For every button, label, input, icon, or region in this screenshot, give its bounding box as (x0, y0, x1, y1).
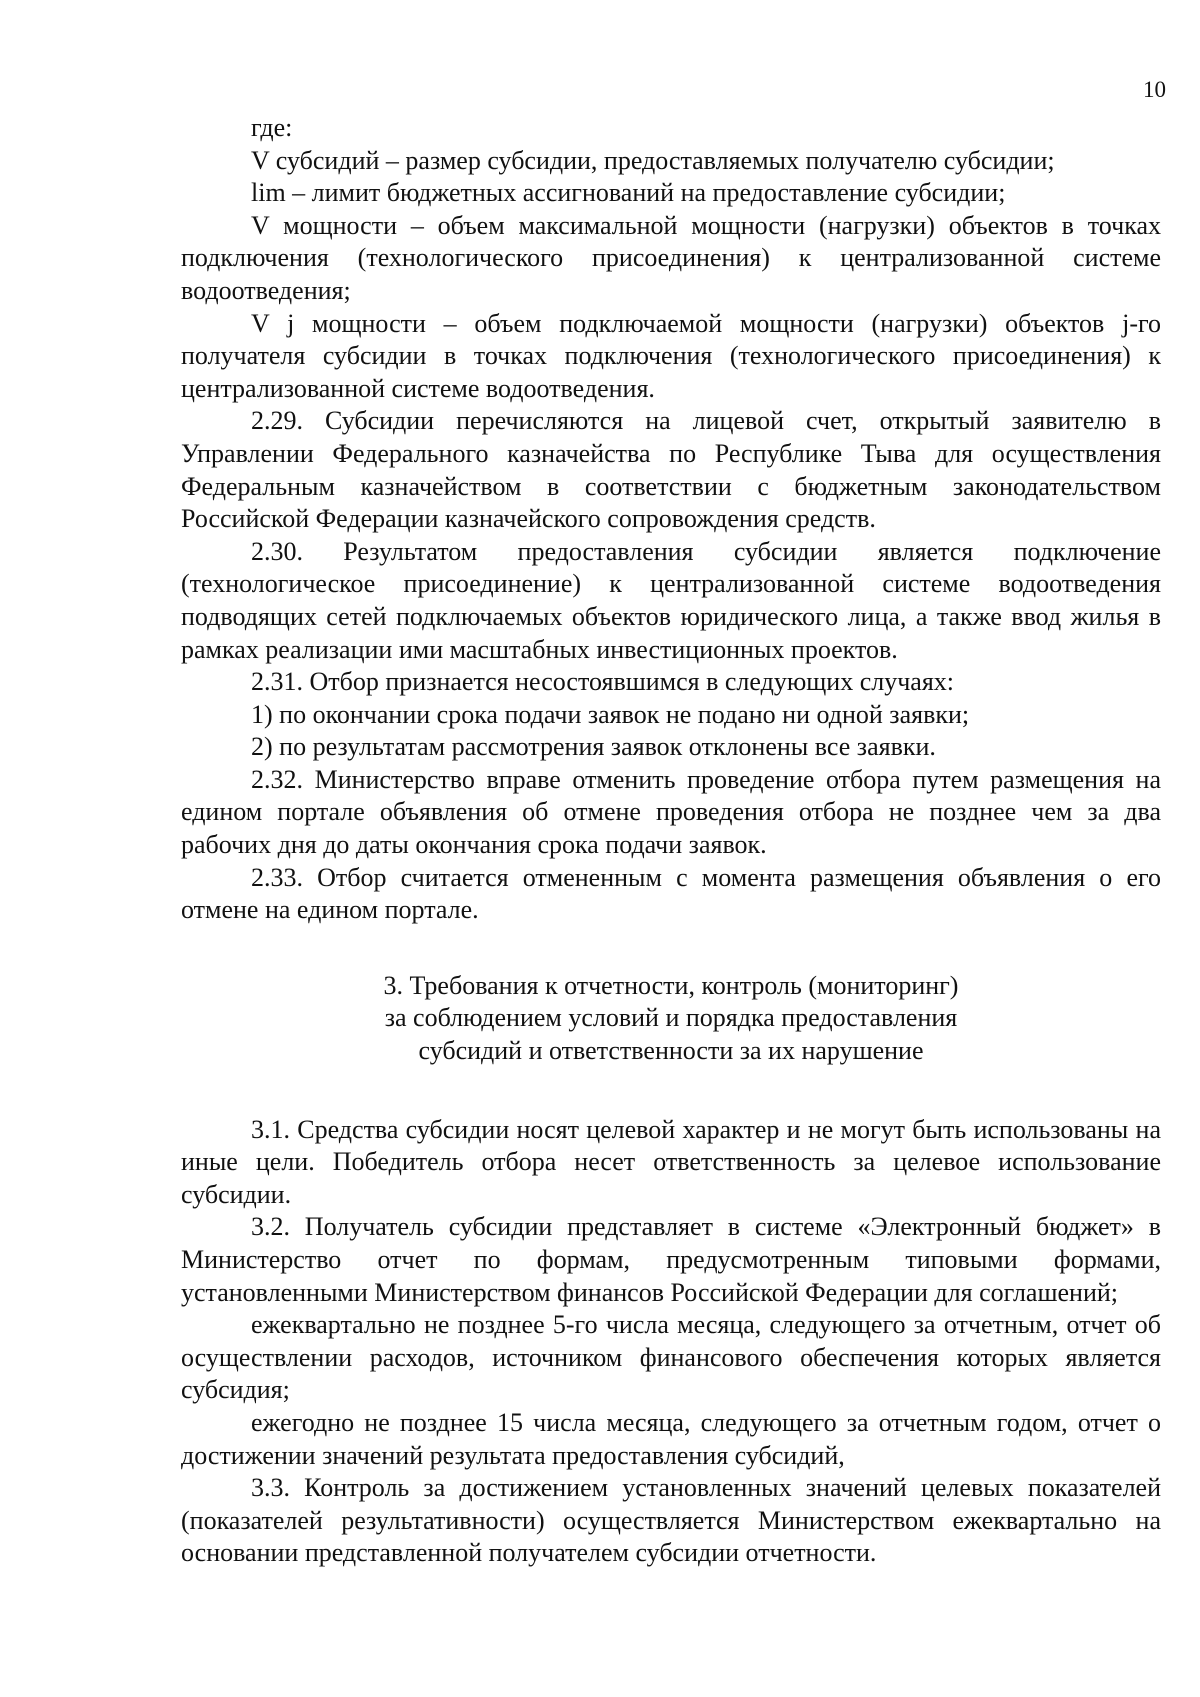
paragraph-where: где: (251, 113, 293, 142)
paragraph-2-32: 2.32. Министерство вправе отменить проведение отбора путем размещения на едином портале объявления об отмене проведения отбора не позднее чем за два рабочих дня до даты окончания срока подачи заявок. (181, 764, 1161, 860)
paragraph-2-33: 2.33. Отбор считается отмененным с момента размещения объявления о его отмене на едином портале. (181, 862, 1161, 925)
paragraph-v-subsidy: V субсидий – размер субсидии, предоставляемых получателю субсидии; (251, 145, 1055, 175)
paragraph-2-29: 2.29. Субсидии перечисляются на лицевой счет, открытый заявителю в Управлении Федерального казначейства по Республике Тыва для осуществления Федеральным казначейством в соответствии с бюджетным законодательством Российской Федерации казначейского сопровождения средств. (181, 406, 1161, 534)
paragraph-3-2: 3.2. Получатель субсидии представляет в системе «Электронный бюджет» в Министерство отчет по формам, предусмотренным типовыми формами, установленными Министерством финансов Российской Федерации для соглашений; (181, 1212, 1161, 1307)
section-3-heading (181, 970, 1161, 1068)
paragraph-2-31-item-1: 1) по окончании срока подачи заявок не подано ни одной заявки; (251, 699, 970, 729)
paragraph-2-30: 2.30. Результатом предоставления субсидии является подключение (технологическое присоединение) к централизованной системе водоотведения подводящих сетей подключаемых объектов юридического лица, а также ввод жилья в рамках реализации ими масштабных инвестиционных проектов. (181, 536, 1161, 664)
paragraph-v-capacity: V мощности – объем максимальной мощности (нагрузки) объектов в точках подключения (технологического присоединения) к централизованной системе водоотведения; (181, 210, 1161, 305)
paragraph-3-3: 3.3. Контроль за достижением установленных значений целевых показателей (показателей результативности) осуществляется Министерством ежеквартально на основании представленной получателем субсидии отчетности. (181, 1473, 1161, 1568)
section-heading-line-1: 3. Требования к отчетности, контроль (мониторинг) (383, 970, 959, 1000)
page-number: 10 (1143, 77, 1166, 102)
section-heading-line-2: за соблюдением условий и порядка предоставления (384, 1003, 958, 1033)
paragraph-3-1: 3.1. Средства субсидии носят целевой характер и не могут быть использованы на иные цели. Победитель отбора несет ответственность за целевое использование субсидии. (181, 1114, 1161, 1209)
paragraph-2-31: 2.31. Отбор признается несостоявшимся в следующих случаях: (251, 667, 955, 697)
paragraph-vj-capacity: V j мощности – объем подключаемой мощности (нагрузки) объектов j-го получателя субсидии в точках подключения (технологического присоединения) к централизованной системе водоотведения. (181, 308, 1161, 403)
paragraph-lim: lim – лимит бюджетных ассигнований на предоставление субсидии; (251, 178, 1006, 208)
paragraph-annual-report: ежегодно не позднее 15 числа месяца, следующего за отчетным годом, отчет о достижении значений результата предоставления субсидий, (181, 1407, 1161, 1470)
section-heading-line-3: субсидий и ответственности за их нарушение (418, 1036, 924, 1066)
paragraph-quarterly-report: ежеквартально не позднее 5-го числа месяца, следующего за отчетным, отчет об осуществлении расходов, источником финансового обеспечения которых является субсидия; (181, 1310, 1161, 1405)
paragraph-2-31-item-2: 2) по результатам рассмотрения заявок отклонены все заявки. (251, 732, 936, 762)
document-body (181, 112, 1161, 1570)
